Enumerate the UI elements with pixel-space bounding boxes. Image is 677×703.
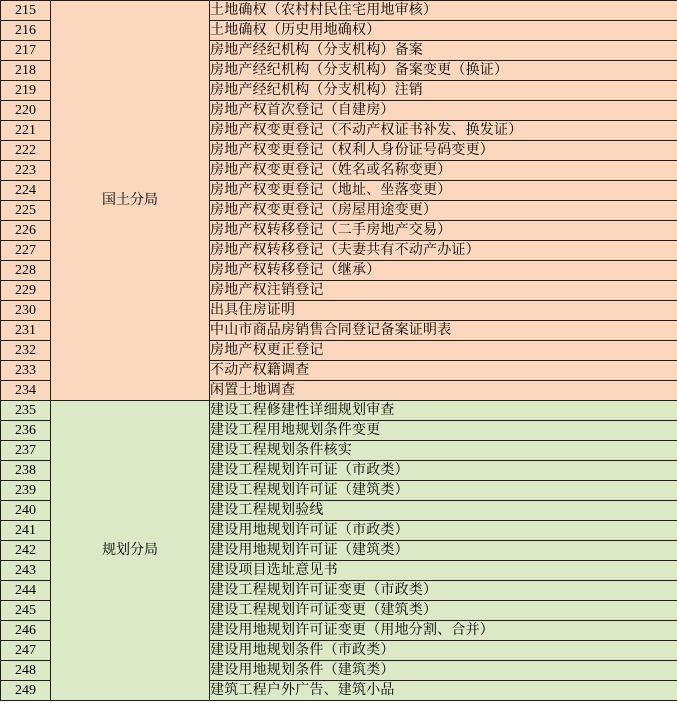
service-item: 建筑工程户外广告、建筑小品 (210, 681, 677, 701)
service-item: 房地产经纪机构（分支机构）注销 (210, 81, 677, 101)
row-number: 242 (1, 541, 51, 561)
table-row (1, 1, 677, 21)
service-item: 房地产权变更登记（权利人身份证号码变更） (210, 141, 677, 161)
row-number: 245 (1, 601, 51, 621)
row-number: 243 (1, 561, 51, 581)
row-number: 227 (1, 241, 51, 261)
service-item: 闲置土地调查 (210, 381, 677, 401)
service-item: 建设工程规划许可证变更（建筑类） (210, 601, 677, 621)
row-number: 223 (1, 161, 51, 181)
row-number: 224 (1, 181, 51, 201)
row-number: 219 (1, 81, 51, 101)
row-number: 240 (1, 501, 51, 521)
service-item: 房地产权转移登记（继承） (210, 261, 677, 281)
row-number: 226 (1, 221, 51, 241)
row-number: 235 (1, 401, 51, 421)
row-number: 238 (1, 461, 51, 481)
table-body (1, 1, 677, 701)
row-number: 222 (1, 141, 51, 161)
service-item: 房地产经纪机构（分支机构）备案 (210, 41, 677, 61)
table-row (1, 401, 677, 421)
service-item: 建设工程规划许可证（建筑类） (210, 481, 677, 501)
service-item: 建设用地规划许可证（建筑类） (210, 541, 677, 561)
row-number: 232 (1, 341, 51, 361)
row-number: 216 (1, 21, 51, 41)
service-item: 土地确权（历史用地确权） (210, 21, 677, 41)
service-item: 建设工程用地规划条件变更 (210, 421, 677, 441)
department-cell: 规划分局 (51, 401, 210, 701)
service-item: 建设工程规划许可证（市政类） (210, 461, 677, 481)
row-number: 220 (1, 101, 51, 121)
row-number: 230 (1, 301, 51, 321)
service-item: 房地产权转移登记（二手房地产交易） (210, 221, 677, 241)
service-item: 房地产权变更登记（房屋用途变更） (210, 201, 677, 221)
row-number: 234 (1, 381, 51, 401)
service-item: 建设工程规划条件核实 (210, 441, 677, 461)
service-item: 建设项目选址意见书 (210, 561, 677, 581)
row-number: 233 (1, 361, 51, 381)
service-item: 房地产权注销登记 (210, 281, 677, 301)
service-item: 房地产权变更登记（地址、坐落变更） (210, 181, 677, 201)
service-item: 房地产权转移登记（夫妻共有不动产办证） (210, 241, 677, 261)
service-item: 建设工程规划验线 (210, 501, 677, 521)
row-number: 228 (1, 261, 51, 281)
service-item: 房地产权首次登记（自建房） (210, 101, 677, 121)
service-item: 房地产权变更登记（姓名或名称变更） (210, 161, 677, 181)
row-number: 221 (1, 121, 51, 141)
row-number: 236 (1, 421, 51, 441)
service-item: 土地确权（农村村民住宅用地审核） (210, 1, 677, 21)
department-cell: 国土分局 (51, 1, 210, 401)
service-item: 建设用地规划条件（建筑类） (210, 661, 677, 681)
service-item: 房地产权变更登记（不动产权证书补发、换发证） (210, 121, 677, 141)
service-item: 建设用地规划许可证（市政类） (210, 521, 677, 541)
row-number: 237 (1, 441, 51, 461)
row-number: 239 (1, 481, 51, 501)
service-item: 房地产权更正登记 (210, 341, 677, 361)
row-number: 217 (1, 41, 51, 61)
row-number: 241 (1, 521, 51, 541)
row-number: 247 (1, 641, 51, 661)
row-number: 246 (1, 621, 51, 641)
row-number: 231 (1, 321, 51, 341)
service-item: 建设用地规划许可证变更（用地分割、合并） (210, 621, 677, 641)
service-item: 中山市商品房销售合同登记备案证明表 (210, 321, 677, 341)
row-number: 244 (1, 581, 51, 601)
row-number: 249 (1, 681, 51, 701)
service-item: 建设工程规划许可证变更（市政类） (210, 581, 677, 601)
row-number: 248 (1, 661, 51, 681)
row-number: 225 (1, 201, 51, 221)
service-item: 房地产经纪机构（分支机构）备案变更（换证） (210, 61, 677, 81)
row-number: 229 (1, 281, 51, 301)
service-item: 建设工程修建性详细规划审查 (210, 401, 677, 421)
service-item: 出具住房证明 (210, 301, 677, 321)
row-number: 215 (1, 1, 51, 21)
service-item: 建设用地规划条件（市政类） (210, 641, 677, 661)
service-item: 不动产权籍调查 (210, 361, 677, 381)
row-number: 218 (1, 61, 51, 81)
